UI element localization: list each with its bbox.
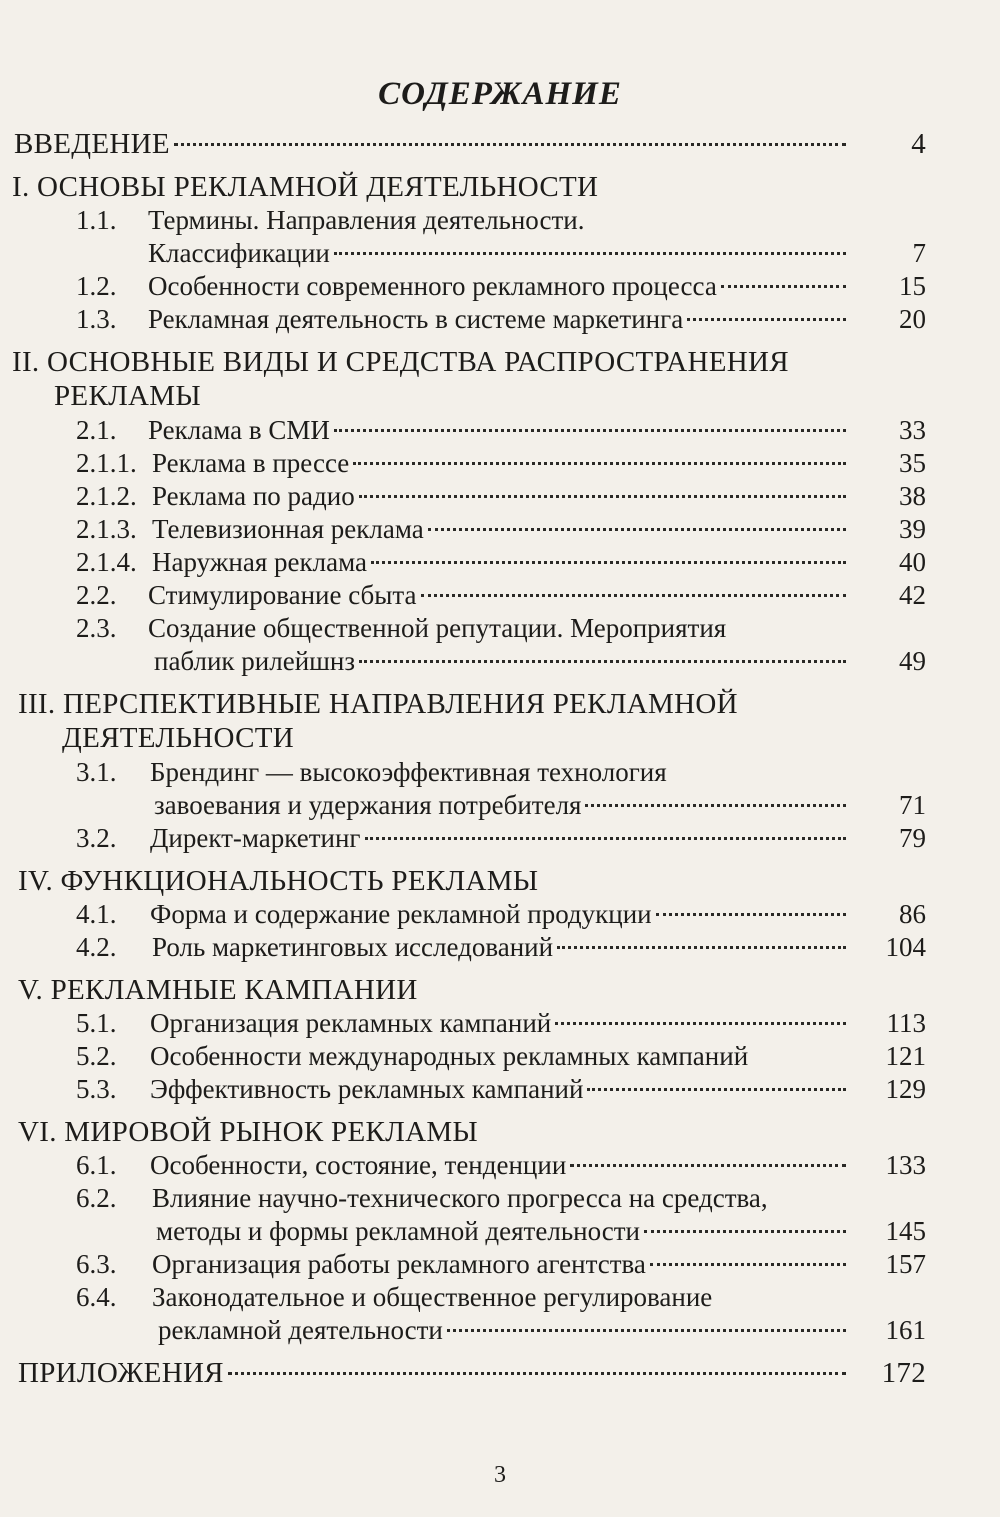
- chapter-title: IV. ФУНКЦИОНАЛЬНОСТЬ РЕКЛАМЫ: [18, 865, 539, 897]
- section-number: 1.2.: [76, 271, 117, 301]
- entry-page: 40: [899, 547, 926, 577]
- entry-label: Реклама в СМИ: [148, 415, 330, 445]
- entry-label: Брендинг — высокоэффективная технология: [150, 757, 667, 787]
- entry-label: Стимулирование сбыта: [148, 580, 417, 610]
- section-number: 6.4.: [76, 1282, 117, 1312]
- entry-page: 133: [885, 1150, 926, 1180]
- entry-label: Директ-маркетинг: [150, 823, 361, 853]
- entry-page: 129: [885, 1074, 926, 1104]
- entry-label: Эффективность рекламных кампаний: [150, 1074, 584, 1104]
- page-number: 3: [494, 1462, 506, 1488]
- chapter-title: ДЕЯТЕЛЬНОСТИ: [62, 722, 295, 754]
- dot-leader: [721, 285, 846, 288]
- toc-entry-3-1[interactable]: [0, 756, 1000, 789]
- entry-label: Особенности, состояние, тенденции: [150, 1150, 567, 1180]
- table-of-contents: [0, 128, 1000, 1390]
- section-number: 2.1.3.: [76, 514, 137, 544]
- section-number: 4.1.: [76, 899, 117, 929]
- toc-entry-3-1-cont[interactable]: [0, 789, 1000, 822]
- entry-label: Организация рекламных кампаний: [150, 1008, 552, 1038]
- entry-label: Форма и содержание рекламной продукции: [150, 899, 652, 929]
- dot-leader: [656, 913, 846, 916]
- section-number: 3.1.: [76, 757, 117, 787]
- entry-page: 39: [899, 514, 926, 544]
- entry-page: 79: [899, 823, 926, 853]
- entry-label: завоевания и удержания потребителя: [154, 790, 582, 820]
- dot-leader: [428, 528, 846, 531]
- entry-page: 33: [899, 415, 926, 445]
- toc-entry-4-1[interactable]: [0, 898, 1000, 931]
- entry-label: Создание общественной репутации. Мероприятия: [148, 613, 727, 643]
- entry-page: 15: [899, 271, 926, 301]
- entry-label: Законодательное и общественное регулирование: [152, 1282, 713, 1312]
- section-number: 5.1.: [76, 1008, 117, 1038]
- dot-leader: [555, 1022, 846, 1025]
- toc-entry-appendix[interactable]: [0, 1357, 1000, 1390]
- entry-label: методы и формы рекламной деятельности: [156, 1216, 640, 1246]
- toc-entry-3-2[interactable]: [0, 822, 1000, 855]
- dot-leader: [570, 1164, 846, 1167]
- chapter-title: II. ОСНОВНЫЕ ВИДЫ И СРЕДСТВА РАСПРОСТРАНЕНИЯ: [12, 346, 789, 378]
- entry-label: Влияние научно-технического прогресса на средства,: [152, 1183, 768, 1213]
- toc-entry-5-1[interactable]: [0, 1007, 1000, 1040]
- entry-page: 161: [885, 1315, 926, 1345]
- entry-page: 4: [911, 128, 926, 160]
- toc-entry-1-2[interactable]: [0, 270, 1000, 303]
- entry-page: 104: [885, 932, 926, 962]
- page-title: СОДЕРЖАНИЕ: [378, 76, 622, 112]
- section-number: 3.2.: [76, 823, 117, 853]
- section-number: 2.1.1.: [76, 448, 137, 478]
- entry-page: 157: [885, 1249, 926, 1279]
- toc-entry-2-1-3[interactable]: [0, 513, 1000, 546]
- toc-entry-6-1[interactable]: [0, 1149, 1000, 1182]
- toc-entry-5-3[interactable]: [0, 1073, 1000, 1106]
- chapter-title: РЕКЛАМЫ: [54, 380, 201, 412]
- entry-label: Телевизионная реклама: [152, 514, 424, 544]
- toc-entry-intro[interactable]: [0, 128, 1000, 161]
- entry-label: паблик рилейшнз: [154, 646, 356, 676]
- entry-page: 145: [885, 1216, 926, 1246]
- toc-entry-4-2[interactable]: [0, 931, 1000, 964]
- toc-entry-6-3[interactable]: [0, 1248, 1000, 1281]
- entry-page: 172: [881, 1357, 926, 1389]
- dot-leader: [359, 660, 846, 663]
- dot-leader: [371, 561, 846, 564]
- entry-label: Особенности современного рекламного процесса: [148, 271, 717, 301]
- entry-page: 86: [899, 899, 926, 929]
- toc-entry-2-1-1[interactable]: [0, 447, 1000, 480]
- dot-leader: [353, 462, 846, 465]
- dot-leader: [421, 594, 846, 597]
- toc-entry-2-3[interactable]: [0, 612, 1000, 645]
- entry-page: 42: [899, 580, 926, 610]
- dot-leader: [644, 1230, 846, 1233]
- chapter-title: I. ОСНОВЫ РЕКЛАМНОЙ ДЕЯТЕЛЬНОСТИ: [12, 171, 599, 203]
- chapter-5-heading[interactable]: [0, 974, 1000, 1007]
- chapter-6-heading[interactable]: [0, 1116, 1000, 1149]
- section-number: 2.1.: [76, 415, 117, 445]
- entry-page: 20: [899, 304, 926, 334]
- section-number: 1.3.: [76, 304, 117, 334]
- section-number: 6.3.: [76, 1249, 117, 1279]
- toc-entry-6-4[interactable]: [0, 1281, 1000, 1314]
- toc-entry-2-2[interactable]: [0, 579, 1000, 612]
- dot-leader: [557, 946, 846, 949]
- entry-label: Наружная реклама: [152, 547, 367, 577]
- section-number: 5.3.: [76, 1074, 117, 1104]
- section-number: 2.3.: [76, 613, 117, 643]
- dot-leader: [447, 1329, 846, 1332]
- entry-label: Особенности международных рекламных кампаний: [150, 1041, 749, 1071]
- toc-entry-1-1-cont[interactable]: [0, 237, 1000, 270]
- entry-page: 71: [899, 790, 926, 820]
- entry-page: 113: [886, 1008, 926, 1038]
- section-number: 4.2.: [76, 932, 117, 962]
- dot-leader: [334, 252, 846, 255]
- chapter-2-heading[interactable]: [0, 346, 1000, 380]
- chapter-title: VI. МИРОВОЙ РЫНОК РЕКЛАМЫ: [18, 1116, 479, 1148]
- entry-page: 49: [899, 646, 926, 676]
- dot-leader: [365, 837, 847, 840]
- entry-page: 38: [899, 481, 926, 511]
- toc-entry-6-2[interactable]: [0, 1182, 1000, 1215]
- entry-page: 35: [899, 448, 926, 478]
- toc-entry-2-1-2[interactable]: [0, 480, 1000, 513]
- section-number: 6.1.: [76, 1150, 117, 1180]
- dot-leader: [228, 1372, 846, 1375]
- chapter-title: III. ПЕРСПЕКТИВНЫЕ НАПРАВЛЕНИЯ РЕКЛАМНОЙ: [18, 688, 738, 720]
- dot-leader: [587, 1088, 846, 1091]
- section-number: 1.1.: [76, 205, 117, 235]
- dot-leader: [585, 804, 846, 807]
- chapter-3-heading-cont[interactable]: [0, 722, 1000, 756]
- chapter-1-heading[interactable]: [0, 171, 1000, 204]
- entry-page: 7: [912, 238, 926, 268]
- section-number: 2.1.2.: [76, 481, 137, 511]
- dot-leader: [650, 1263, 846, 1266]
- toc-entry-1-1[interactable]: [0, 204, 1000, 237]
- section-number: 2.1.4.: [76, 547, 137, 577]
- section-number: 2.2.: [76, 580, 117, 610]
- entry-page: 121: [885, 1041, 926, 1071]
- entry-label: рекламной деятельности: [158, 1315, 443, 1345]
- entry-label: Организация работы рекламного агентства: [152, 1249, 646, 1279]
- toc-entry-6-4-cont[interactable]: [0, 1314, 1000, 1347]
- entry-label: Термины. Направления деятельности.: [148, 205, 585, 235]
- toc-entry-2-1-4[interactable]: [0, 546, 1000, 579]
- entry-label: Рекламная деятельность в системе маркетинга: [148, 304, 684, 334]
- chapter-4-heading[interactable]: [0, 865, 1000, 898]
- dot-leader: [687, 318, 846, 321]
- entry-label: Реклама по радио: [152, 481, 355, 511]
- entry-label: Классификации: [148, 238, 330, 268]
- dot-leader: [334, 429, 846, 432]
- toc-entry-2-1[interactable]: [0, 414, 1000, 447]
- chapter-3-heading[interactable]: [0, 688, 1000, 722]
- chapter-title: V. РЕКЛАМНЫЕ КАМПАНИИ: [18, 974, 418, 1006]
- entry-label: Реклама в прессе: [152, 448, 350, 478]
- dot-leader: [174, 143, 846, 146]
- section-number: 6.2.: [76, 1183, 117, 1213]
- toc-entry-1-3[interactable]: [0, 303, 1000, 336]
- entry-label: ПРИЛОЖЕНИЯ: [18, 1357, 224, 1389]
- entry-label: Роль маркетинговых исследований: [152, 932, 554, 962]
- dot-leader: [359, 495, 846, 498]
- toc-entry-2-3-cont[interactable]: [0, 645, 1000, 678]
- toc-entry-5-2[interactable]: [0, 1040, 1000, 1073]
- section-number: 5.2.: [76, 1041, 117, 1071]
- entry-label: ВВЕДЕНИЕ: [14, 128, 170, 160]
- toc-entry-6-2-cont[interactable]: [0, 1215, 1000, 1248]
- chapter-2-heading-cont[interactable]: [0, 380, 1000, 414]
